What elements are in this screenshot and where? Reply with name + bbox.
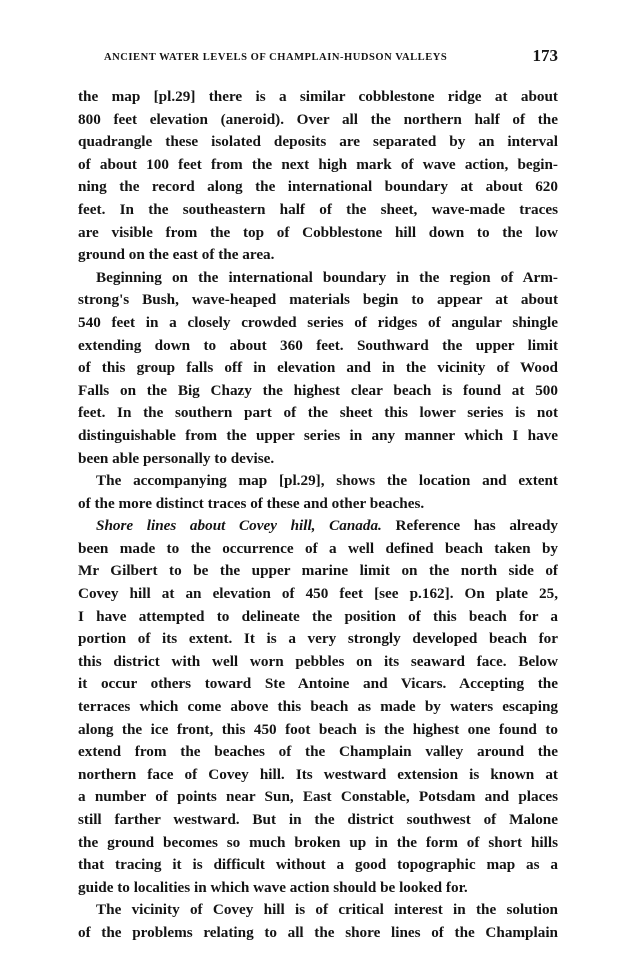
text-line: extend from the beaches of the Champlain valley around the (78, 743, 558, 761)
text-run: Reference has already (381, 517, 558, 535)
text-line: terraces which come above this beach as made by waters escaping (78, 698, 558, 716)
text-line: Falls on the Big Chazy the highest clear beach is found at 500 (78, 381, 558, 399)
text-line: a number of points near Sun, East Constable, Potsdam and places (78, 788, 558, 806)
running-header (104, 46, 558, 70)
text-line: ning the record along the international boundary at about 620 (78, 178, 558, 196)
text-line: 540 feet in a closely crowded series of ridges of angular shingle (78, 313, 558, 331)
text-line: feet. In the southern part of the sheet this lower series is not (78, 404, 558, 422)
paragraph-4 (78, 515, 558, 899)
text-line: Covey hill at an elevation of 450 feet [see p.162]. On plate 25, (78, 585, 558, 603)
text-line: it occur others toward Ste Antoine and Vicars. Accepting the (78, 675, 558, 693)
text-line: feet. In the southeastern half of the sheet, wave-made traces (78, 200, 558, 218)
text-line: been made to the occurrence of a well defined beach taken by (78, 539, 558, 557)
paragraph-5 (78, 899, 558, 944)
text-line: the map [pl.29] there is a similar cobblestone ridge at about (78, 88, 558, 105)
text-line: of this group falls off in elevation and in the vicinity of Wood (78, 359, 558, 377)
text-line: northern face of Covey hill. Its westward extension is known at (78, 765, 558, 783)
text-line: extending down to about 360 feet. Southward the upper limit (78, 336, 558, 354)
text-line: that tracing it is difficult without a good topographic map as a (78, 856, 558, 874)
text-line: The accompanying map [pl.29], shows the location and extent (96, 472, 558, 490)
text-line: Mr Gilbert to be the upper marine limit on the north side of (78, 562, 558, 580)
text-line: of the problems relating to all the shore lines of the Champlain (78, 923, 558, 941)
text-line: distinguishable from the upper series in any manner which I have (78, 426, 558, 444)
text-line: guide to localities in which wave action should be looked for. (78, 878, 468, 896)
text-line (78, 515, 558, 538)
paragraph-3 (78, 470, 558, 515)
text-line: quadrangle these isolated deposits are separated by an interval (78, 133, 558, 151)
text-line: along the ice front, this 450 foot beach is the highest one found to (78, 720, 558, 738)
text-line: 800 feet elevation (aneroid). Over all the northern half of the (78, 110, 558, 128)
text-line: of about 100 feet from the next high mark of wave action, begin- (78, 155, 558, 173)
text-line: are visible from the top of Cobblestone hill down to the low (78, 223, 558, 241)
text-line: still farther westward. But in the district southwest of Malone (78, 811, 558, 828)
running-head-title: ANCIENT WATER LEVELS OF CHAMPLAIN-HUDSON VALLEYS (104, 52, 448, 63)
paragraph-2 (78, 267, 558, 470)
text-line: this district with well worn pebbles on its seaward face. Below (78, 652, 558, 670)
section-heading-italic: Shore lines about Covey hill, Canada. (96, 517, 382, 535)
text-line: The vicinity of Covey hill is of critical interest in the solution (96, 901, 558, 919)
text-line: ground on the east of the area. (78, 246, 275, 264)
text-line: strong's Bush, wave-heaped materials begin to appear at about (78, 291, 558, 309)
text-line: Beginning on the international boundary in the region of Arm- (96, 268, 558, 286)
text-line: I have attempted to delineate the position of this beach for a (78, 607, 558, 625)
body-text (78, 86, 558, 945)
text-line: portion of its extent. It is a very strongly developed beach for (78, 630, 558, 648)
text-line: the ground becomes so much broken up in the form of short hills (78, 833, 558, 851)
text-line: been able personally to devise. (78, 449, 275, 467)
paragraph-1 (78, 86, 558, 267)
text-line: of the more distinct traces of these and other beaches. (78, 494, 425, 512)
page-number: 173 (532, 46, 558, 65)
